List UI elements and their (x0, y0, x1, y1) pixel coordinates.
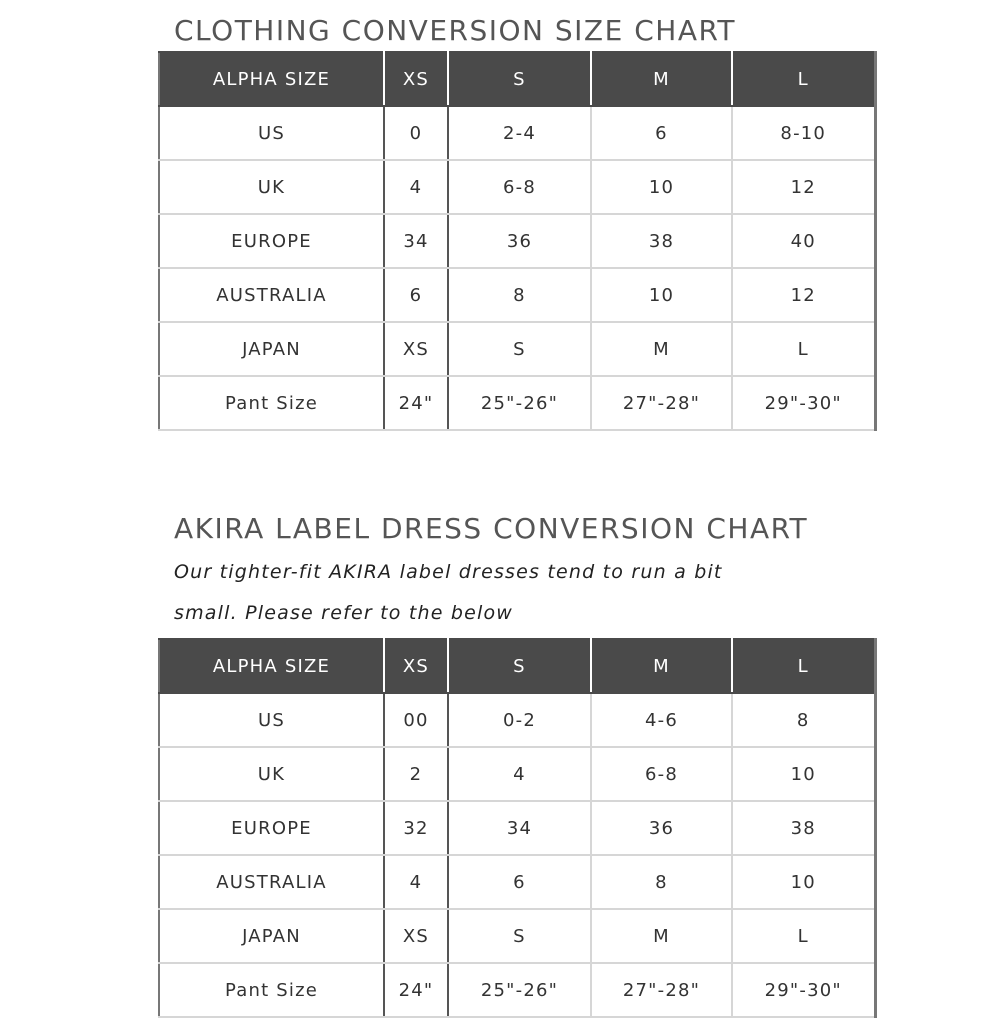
size-value-cell: 24" (384, 963, 448, 1017)
size-value-cell: S (448, 909, 591, 963)
size-value-cell: 25"-26" (448, 963, 591, 1017)
region-label-cell: AUSTRALIA (159, 855, 384, 909)
akira-note-line-2: small. Please refer to the below (174, 602, 514, 624)
table-row (159, 963, 875, 1017)
size-value-cell: 0-2 (448, 693, 591, 747)
table-body (159, 693, 875, 1017)
size-value-cell: 10 (732, 855, 875, 909)
region-label-cell: EUROPE (159, 801, 384, 855)
header-cell-size: M (591, 52, 732, 106)
region-label-cell: US (159, 693, 384, 747)
header-cell-size: XS (384, 52, 448, 106)
table-row (159, 160, 875, 214)
header-cell-alpha-size: ALPHA SIZE (159, 639, 384, 693)
size-value-cell: 25"-26" (448, 376, 591, 430)
size-value-cell: 12 (732, 268, 875, 322)
size-value-cell: S (448, 322, 591, 376)
size-value-cell: 10 (591, 268, 732, 322)
size-value-cell: 24" (384, 376, 448, 430)
size-value-cell: 27"-28" (591, 963, 732, 1017)
size-value-cell: 2-4 (448, 106, 591, 160)
table-row (159, 801, 875, 855)
size-value-cell: 6 (384, 268, 448, 322)
table-header (159, 52, 875, 106)
region-label-cell: US (159, 106, 384, 160)
size-value-cell: M (591, 909, 732, 963)
header-cell-size: S (448, 639, 591, 693)
region-label-cell: UK (159, 747, 384, 801)
table-row (159, 909, 875, 963)
table-row (159, 747, 875, 801)
table-header (159, 639, 875, 693)
table-row (159, 214, 875, 268)
region-label-cell: EUROPE (159, 214, 384, 268)
akira-chart-title: AKIRA LABEL DRESS CONVERSION CHART (174, 512, 809, 545)
size-value-cell: 32 (384, 801, 448, 855)
size-value-cell: 0 (384, 106, 448, 160)
size-value-cell: 29"-30" (732, 963, 875, 1017)
size-value-cell: 6 (591, 106, 732, 160)
size-value-cell: 4 (448, 747, 591, 801)
clothing-chart-title: CLOTHING CONVERSION SIZE CHART (174, 14, 736, 47)
table-row (159, 268, 875, 322)
header-cell-size: L (732, 52, 875, 106)
table-row (159, 322, 875, 376)
header-cell-size: M (591, 639, 732, 693)
size-value-cell: 8 (732, 693, 875, 747)
table-body (159, 106, 875, 430)
size-value-cell: M (591, 322, 732, 376)
size-value-cell: 8-10 (732, 106, 875, 160)
header-cell-size: L (732, 639, 875, 693)
size-value-cell: 2 (384, 747, 448, 801)
size-value-cell: L (732, 909, 875, 963)
size-value-cell: 10 (591, 160, 732, 214)
akira-note-line-1: Our tighter-fit AKIRA label dresses tend to run a bit (174, 561, 723, 583)
header-row (159, 52, 875, 106)
size-value-cell: 36 (448, 214, 591, 268)
header-cell-size: XS (384, 639, 448, 693)
region-label-cell: AUSTRALIA (159, 268, 384, 322)
table-row (159, 693, 875, 747)
size-value-cell: 38 (591, 214, 732, 268)
akira-dress-conversion-table (158, 638, 877, 1018)
size-value-cell: XS (384, 909, 448, 963)
size-value-cell: 40 (732, 214, 875, 268)
size-value-cell: 10 (732, 747, 875, 801)
size-value-cell: 4 (384, 160, 448, 214)
size-value-cell: 6-8 (591, 747, 732, 801)
region-label-cell: UK (159, 160, 384, 214)
table-row (159, 106, 875, 160)
size-value-cell: 8 (591, 855, 732, 909)
size-value-cell: XS (384, 322, 448, 376)
size-value-cell: 4 (384, 855, 448, 909)
region-label-cell: Pant Size (159, 376, 384, 430)
region-label-cell: Pant Size (159, 963, 384, 1017)
region-label-cell: JAPAN (159, 322, 384, 376)
size-value-cell: 00 (384, 693, 448, 747)
size-value-cell: 34 (384, 214, 448, 268)
size-value-cell: 36 (591, 801, 732, 855)
size-value-cell: 6 (448, 855, 591, 909)
header-cell-size: S (448, 52, 591, 106)
size-value-cell: 12 (732, 160, 875, 214)
size-value-cell: 27"-28" (591, 376, 732, 430)
size-value-cell: 6-8 (448, 160, 591, 214)
size-value-cell: 38 (732, 801, 875, 855)
header-row (159, 639, 875, 693)
table-row (159, 376, 875, 430)
size-value-cell: 4-6 (591, 693, 732, 747)
size-value-cell: L (732, 322, 875, 376)
table-row (159, 855, 875, 909)
region-label-cell: JAPAN (159, 909, 384, 963)
header-cell-alpha-size: ALPHA SIZE (159, 52, 384, 106)
clothing-conversion-table (158, 51, 877, 431)
size-value-cell: 8 (448, 268, 591, 322)
size-value-cell: 29"-30" (732, 376, 875, 430)
size-value-cell: 34 (448, 801, 591, 855)
